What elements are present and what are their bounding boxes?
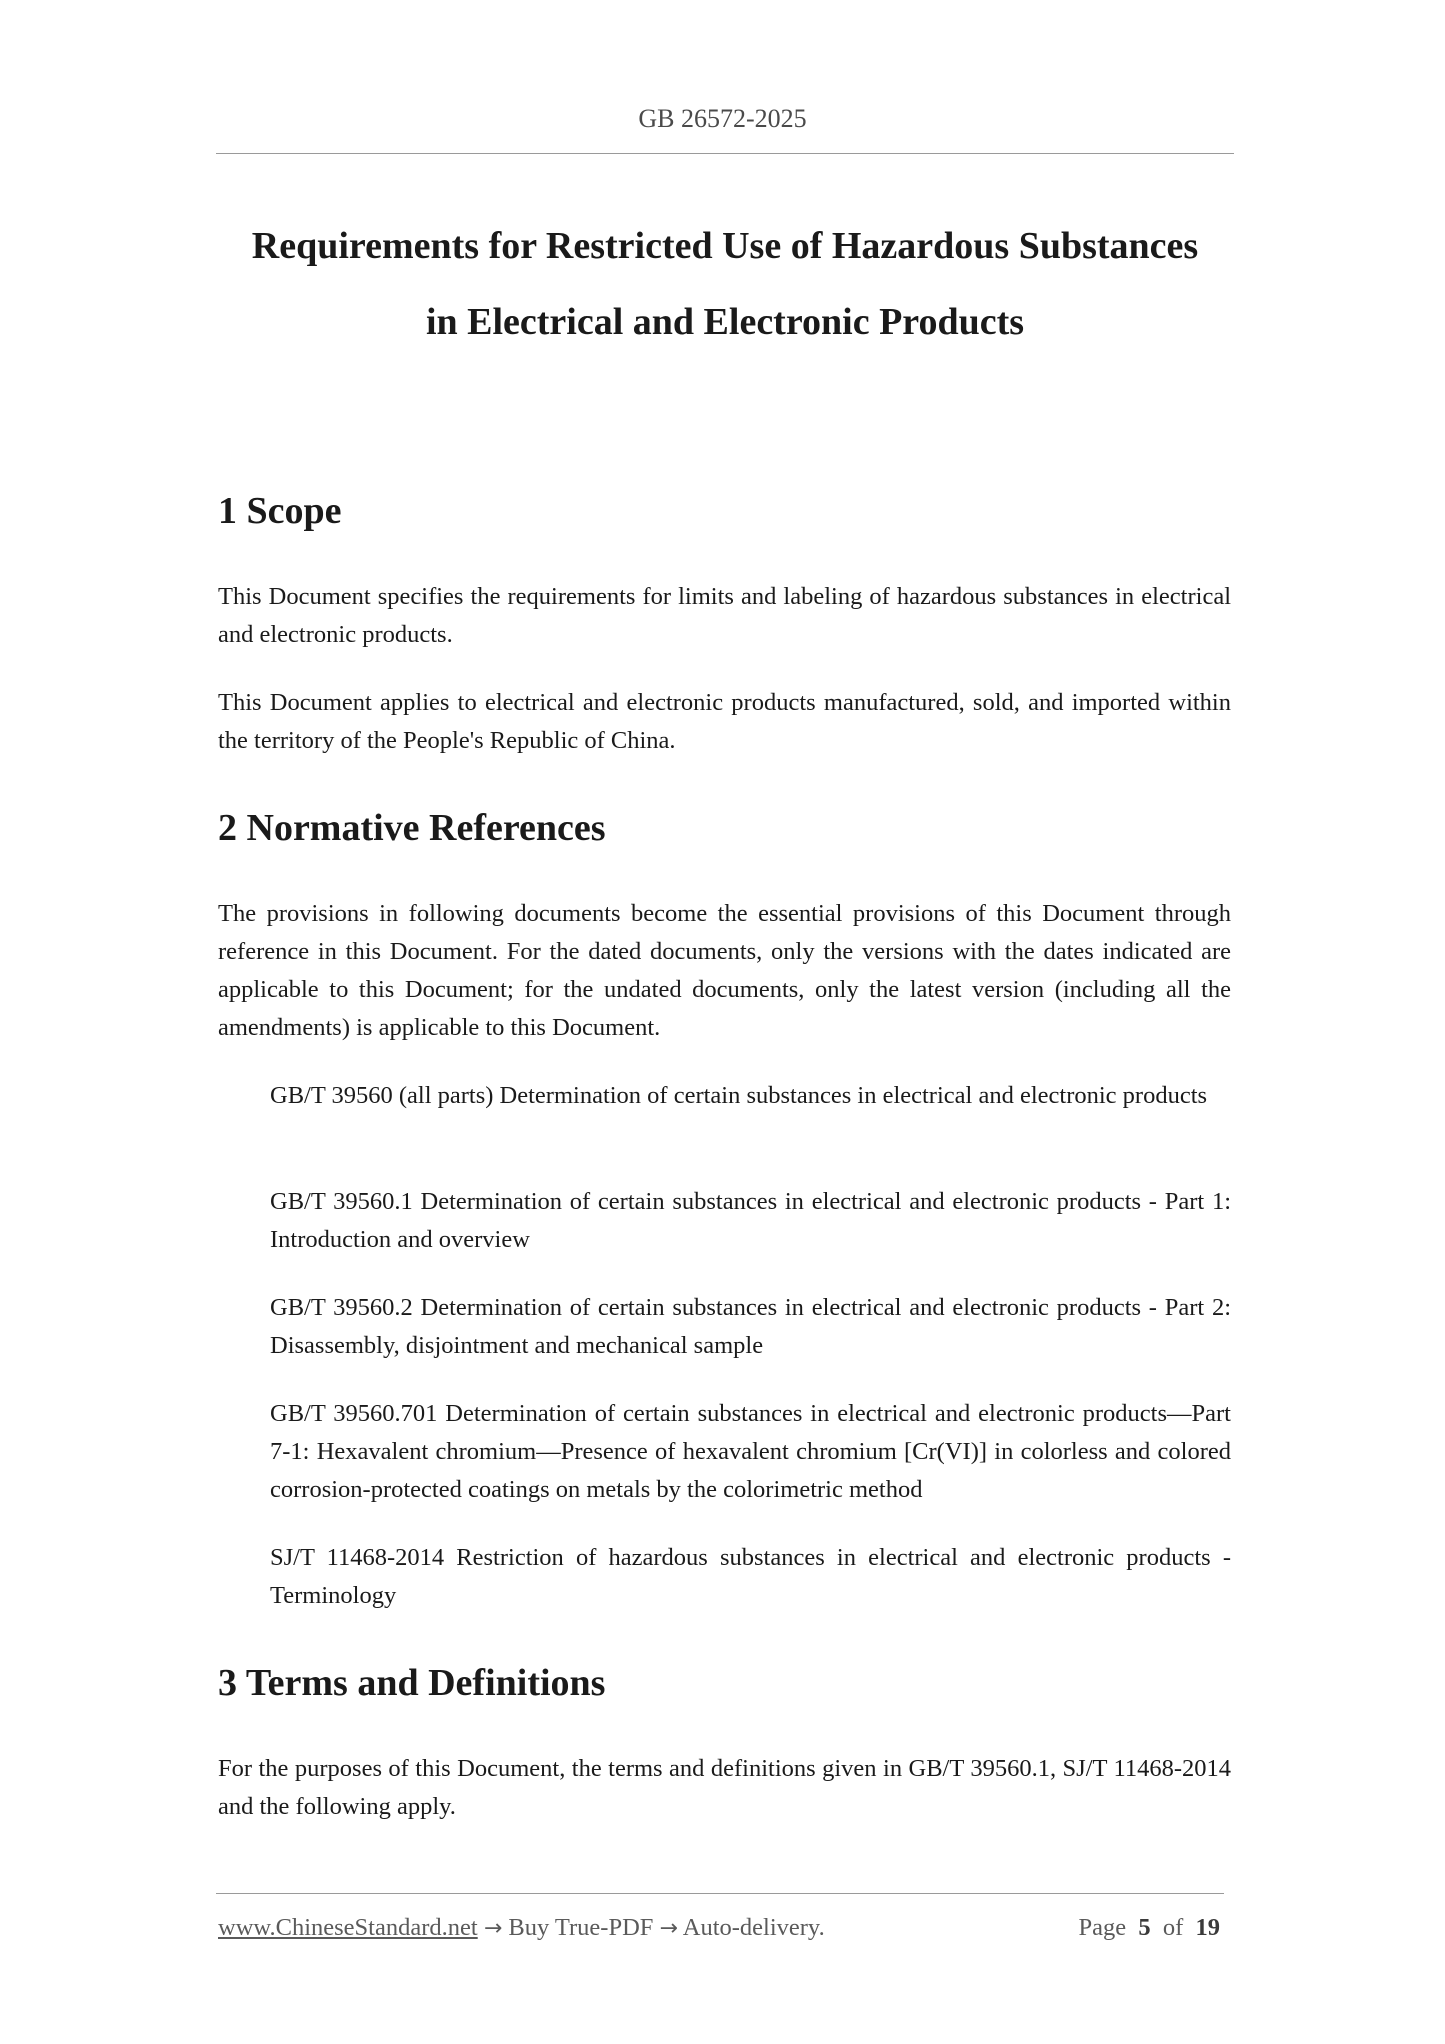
scope-paragraph-1: This Document specifies the requirements for limits and labeling of hazardous substances in electrical and electronic products. [218, 583, 1231, 648]
reference-item: GB/T 39560.2 Determination of certain substances in electrical and electronic products - Part 2: Disassembly, disjointment and mechanical sample [270, 1294, 1231, 1359]
section-heading-normative-references: 2 Normative References [218, 807, 606, 849]
title-line-2: in Electrical and Electronic Products [425, 301, 1025, 343]
page-label: Page [1078, 1914, 1127, 1941]
arrow-right-icon: → [483, 1916, 503, 1941]
auto-delivery-text: Auto-delivery. [682, 1914, 825, 1941]
page-of-label: of [1162, 1914, 1184, 1941]
document-code-header: GB 26572-2025 [638, 104, 807, 133]
scope-paragraph-2: This Document applies to electrical and electronic products manufactured, sold, and imported within the territory of the People's Republic of China. [218, 689, 1231, 754]
reference-item: GB/T 39560.701 Determination of certain substances in electrical and electronic products—Part 7-1: Hexavalent chromium—Presence of hexavalent chromium [Cr(VI)] in colorless and colored corrosion-protected coatings on metals by the colorimetric method [270, 1400, 1231, 1503]
footer-divider [216, 1893, 1224, 1894]
section-heading-scope: 1 Scope [218, 490, 342, 532]
document-title [216, 208, 1234, 360]
normative-references-intro: The provisions in following documents become the essential provisions of this Document through reference in this Document. For the dated documents, only the versions with the dates indicated are applicable to this Document; for the undated documents, only the latest version (including all the amendments) is applicable to this Document. [218, 900, 1231, 1041]
reference-item: GB/T 39560.1 Determination of certain substances in electrical and electronic products - Part 1: Introduction and overview [270, 1188, 1231, 1253]
reference-item: GB/T 39560 (all parts) Determination of certain substances in electrical and electronic products [270, 1082, 1208, 1109]
chinese-standard-link[interactable]: www.ChineseStandard.net [218, 1914, 478, 1941]
footer-promo [218, 1914, 825, 1942]
page-current: 5 [1138, 1914, 1151, 1941]
page-number [1078, 1914, 1220, 1942]
reference-item: SJ/T 11468-2014 Restriction of hazardous substances in electrical and electronic products - Terminology [270, 1544, 1231, 1609]
section-heading-terms-and-definitions: 3 Terms and Definitions [218, 1662, 606, 1704]
terms-paragraph-1: For the purposes of this Document, the terms and definitions given in GB/T 39560.1, SJ/T 11468-2014 and the following apply. [218, 1755, 1231, 1820]
page-total: 19 [1195, 1914, 1220, 1941]
title-line-1: Requirements for Restricted Use of Hazardous Substances [251, 225, 1199, 267]
buy-true-pdf-text: Buy True-PDF [508, 1914, 654, 1941]
header-divider [216, 153, 1234, 154]
arrow-right-icon: → [659, 1916, 678, 1941]
